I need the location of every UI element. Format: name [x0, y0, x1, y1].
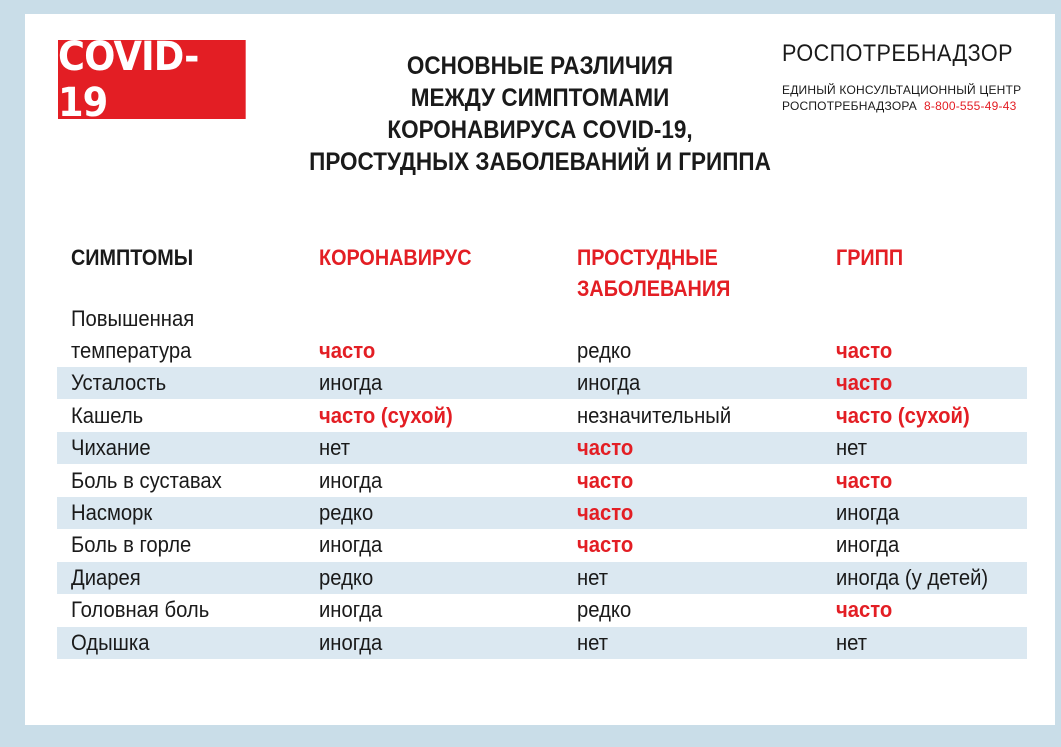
corona-value: иногда [319, 467, 383, 493]
symptom-label: Одышка [71, 629, 150, 655]
cold-value: редко [577, 338, 632, 363]
cold-value: иногда [577, 370, 641, 396]
header-cold-line-1: ПРОСТУДНЫЕ [577, 245, 718, 270]
table-row [57, 432, 1027, 464]
symptom-label: Насморк [71, 500, 153, 525]
flu-value: часто [836, 467, 893, 493]
symptom-label: Усталость [71, 370, 167, 396]
title-line-3: КОРОНАВИРУСА COVID-19, [387, 116, 693, 144]
flu-value: иногда (у детей) [836, 564, 989, 590]
cold-value: незначительный [577, 402, 732, 428]
org-block [782, 40, 1042, 114]
table-row [57, 367, 1027, 399]
corona-value: иногда [319, 532, 383, 558]
symptom-label: температура [71, 338, 192, 363]
symptom-label: Диарея [71, 564, 141, 590]
corona-value: иногда [319, 629, 383, 655]
flu-value: нет [836, 435, 868, 461]
corona-value: иногда [319, 597, 383, 623]
title-line-4: ПРОСТУДНЫХ ЗАБОЛЕВАНИЙ И ГРИППА [309, 148, 771, 176]
page-title [306, 50, 774, 178]
table-row [57, 400, 1027, 432]
symptom-label: Головная боль [71, 597, 210, 623]
title-line-1: ОСНОВНЫЕ РАЗЛИЧИЯ [406, 52, 674, 80]
org-name: РОСПОТРЕБНАДЗОР [782, 40, 1013, 67]
cold-value: часто [577, 435, 634, 461]
symptom-label-line-1: Повышенная [71, 306, 195, 331]
corona-value: нет [319, 435, 351, 461]
corona-value: иногда [319, 370, 383, 396]
symptom-label: Кашель [71, 402, 144, 428]
table-row [57, 306, 1027, 367]
flu-value: часто [836, 370, 893, 396]
cold-value: часто [577, 532, 634, 558]
flu-value: часто (сухой) [836, 402, 970, 428]
flu-value: часто [836, 338, 893, 363]
flu-value: нет [836, 629, 868, 655]
org-sub-line-2-text: РОСПОТРЕБНАДЗОРА [782, 99, 917, 113]
header-symptoms: СИМПТОМЫ [71, 245, 194, 270]
cold-value: нет [577, 564, 609, 590]
corona-value: часто [319, 338, 376, 363]
logo-text: COVID-19 [58, 33, 199, 126]
cold-value: редко [577, 597, 632, 623]
flu-value: часто [836, 597, 893, 623]
header-cold-line-2: ЗАБОЛЕВАНИЯ [577, 276, 731, 301]
org-phone: 8-800-555-49-43 [924, 99, 1017, 113]
header-flu: ГРИПП [836, 245, 904, 270]
corona-value: редко [319, 500, 374, 525]
table-row [57, 529, 1027, 561]
symptom-label: Чихание [71, 435, 151, 461]
table-row [57, 562, 1027, 594]
title-line-2: МЕЖДУ СИМПТОМАМИ [410, 84, 670, 112]
table-row [57, 497, 1027, 529]
table-row [57, 594, 1027, 626]
org-sub-line-1: ЕДИНЫЙ КОНСУЛЬТАЦИОННЫЙ ЦЕНТР [782, 83, 1022, 97]
table-header [0, 238, 1061, 302]
header-cold [577, 242, 730, 304]
covid-logo [58, 33, 246, 126]
corona-value: редко [319, 564, 374, 590]
flu-value: иногда [836, 532, 900, 558]
cold-value: часто [577, 500, 634, 525]
cold-value: нет [577, 629, 609, 655]
flu-value: иногда [836, 500, 900, 525]
table-row [57, 627, 1027, 659]
symptom-label: Боль в горле [71, 532, 192, 558]
table-row [57, 465, 1027, 497]
corona-value: часто (сухой) [319, 402, 453, 428]
org-sub-line-2 [782, 98, 1042, 114]
cold-value: часто [577, 467, 634, 493]
symptom-label: Боль в суставах [71, 467, 222, 493]
header-corona: КОРОНАВИРУС [319, 245, 472, 270]
org-subtitle [782, 82, 1042, 114]
